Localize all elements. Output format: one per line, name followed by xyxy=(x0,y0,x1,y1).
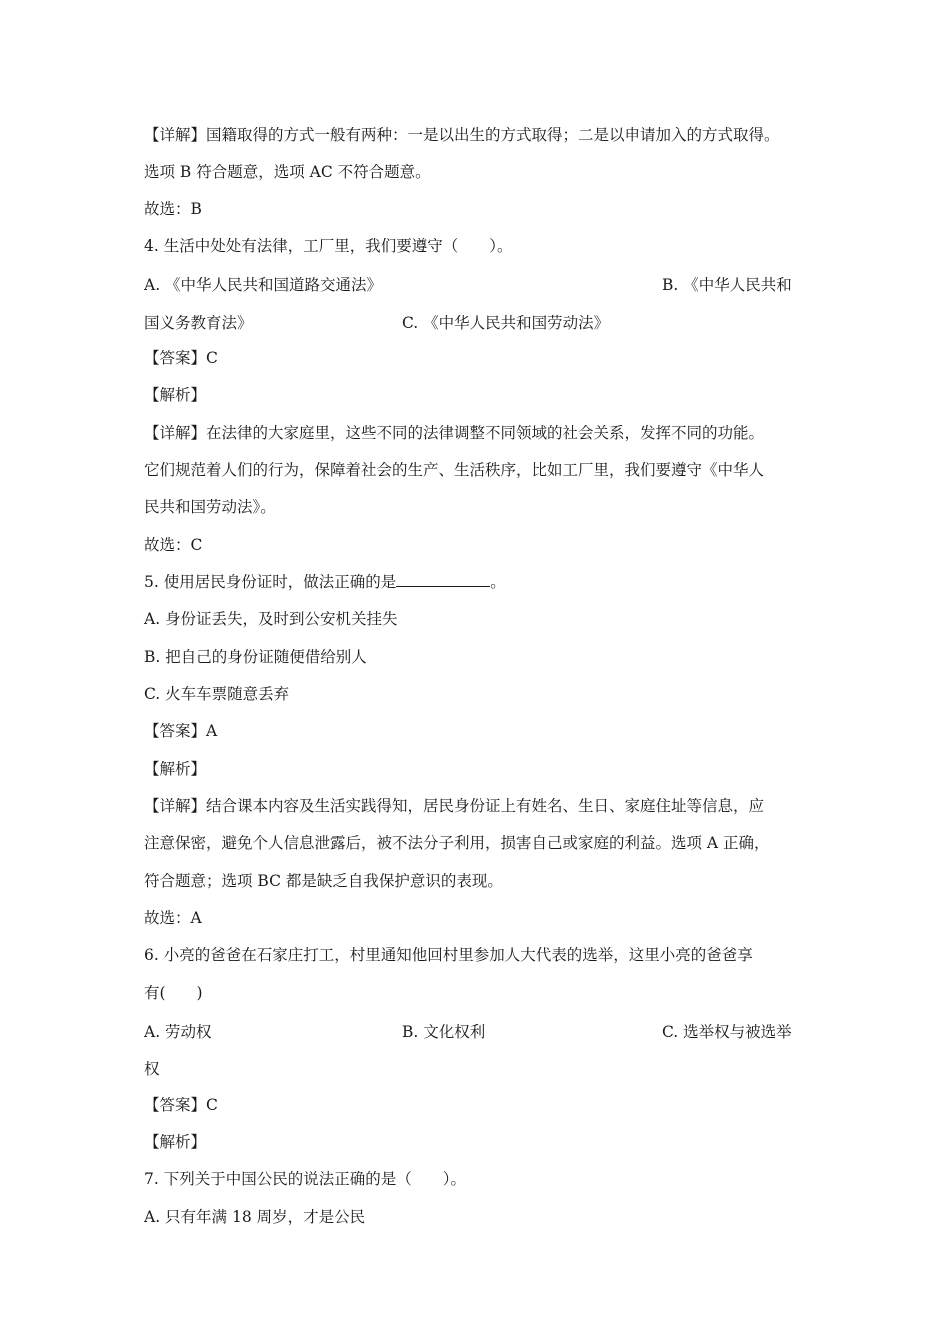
q5-option-b: B. 把自己的身份证随便借给别人 xyxy=(144,648,367,666)
explanation-q4-line2: 它们规范着人们的行为，保障着社会的生产、生活秩序，比如工厂里，我们要遵守《中华人 xyxy=(144,461,765,479)
final-choice-q3: 故选：B xyxy=(144,200,202,218)
q4-option-b: B. 《中华人民共和 xyxy=(662,276,792,294)
question-4: 4. 生活中处处有法律，工厂里，我们要遵守（ ）。 xyxy=(144,237,513,255)
q6-option-a: A. 劳动权 xyxy=(144,1023,212,1041)
q6-option-c-continued: 权 xyxy=(144,1060,160,1078)
q6-option-c: C. 选举权与被选举 xyxy=(662,1023,792,1041)
answer-q5: 【答案】A xyxy=(144,722,218,740)
question-5-end: 。 xyxy=(490,573,506,591)
explanation-q5-line2: 注意保密，避免个人信息泄露后，被不法分子利用，损害自己或家庭的利益。选项 A 正确， xyxy=(144,834,770,852)
question-5 xyxy=(144,572,808,592)
explanation-q5-line1: 【详解】结合课本内容及生活实践得知，居民身份证上有姓名、生日、家庭住址等信息，应 xyxy=(144,797,765,815)
explanation-q5-line3: 符合题意；选项 BC 都是缺乏自我保护意识的表现。 xyxy=(144,872,503,890)
q6-option-b: B. 文化权利 xyxy=(402,1023,486,1041)
question-6-line1: 6. 小亮的爸爸在石家庄打工，村里通知他回村里参加人大代表的选举，这里小亮的爸爸享 xyxy=(144,946,753,964)
q4-option-a: A. 《中华人民共和国道路交通法》 xyxy=(144,276,383,294)
explanation-q4-line1: 【详解】在法律的大家庭里，这些不同的法律调整不同领域的社会关系，发挥不同的功能。 xyxy=(144,424,765,442)
final-choice-q5: 故选：A xyxy=(144,909,202,927)
q4-option-c: C. 《中华人民共和国劳动法》 xyxy=(402,314,610,332)
question-6-line2: 有( ) xyxy=(144,984,203,1002)
explanation-q3-line1: 【详解】国籍取得的方式一般有两种：一是以出生的方式取得；二是以申请加入的方式取得。 xyxy=(144,126,780,144)
analysis-heading-q5: 【解析】 xyxy=(144,760,207,778)
q5-option-a: A. 身份证丢失，及时到公安机关挂失 xyxy=(144,610,398,628)
answer-q6: 【答案】C xyxy=(144,1096,218,1114)
final-choice-q4: 故选：C xyxy=(144,536,203,554)
q4-option-b-continued: 国义务教育法》 xyxy=(144,314,253,332)
analysis-heading-q6: 【解析】 xyxy=(144,1133,207,1151)
answer-q4: 【答案】C xyxy=(144,349,218,367)
question-7: 7. 下列关于中国公民的说法正确的是（ ）。 xyxy=(144,1170,466,1188)
q7-option-a: A. 只有年满 18 周岁，才是公民 xyxy=(144,1208,366,1226)
question-5-text: 5. 使用居民身份证时，做法正确的是 xyxy=(144,573,397,591)
explanation-q3-line2: 选项 B 符合题意，选项 AC 不符合题意。 xyxy=(144,163,431,181)
analysis-heading-q4: 【解析】 xyxy=(144,386,207,404)
explanation-q4-line3: 民共和国劳动法》。 xyxy=(144,498,276,516)
answer-blank xyxy=(396,572,490,587)
q5-option-c: C. 火车车票随意丢弃 xyxy=(144,685,290,703)
